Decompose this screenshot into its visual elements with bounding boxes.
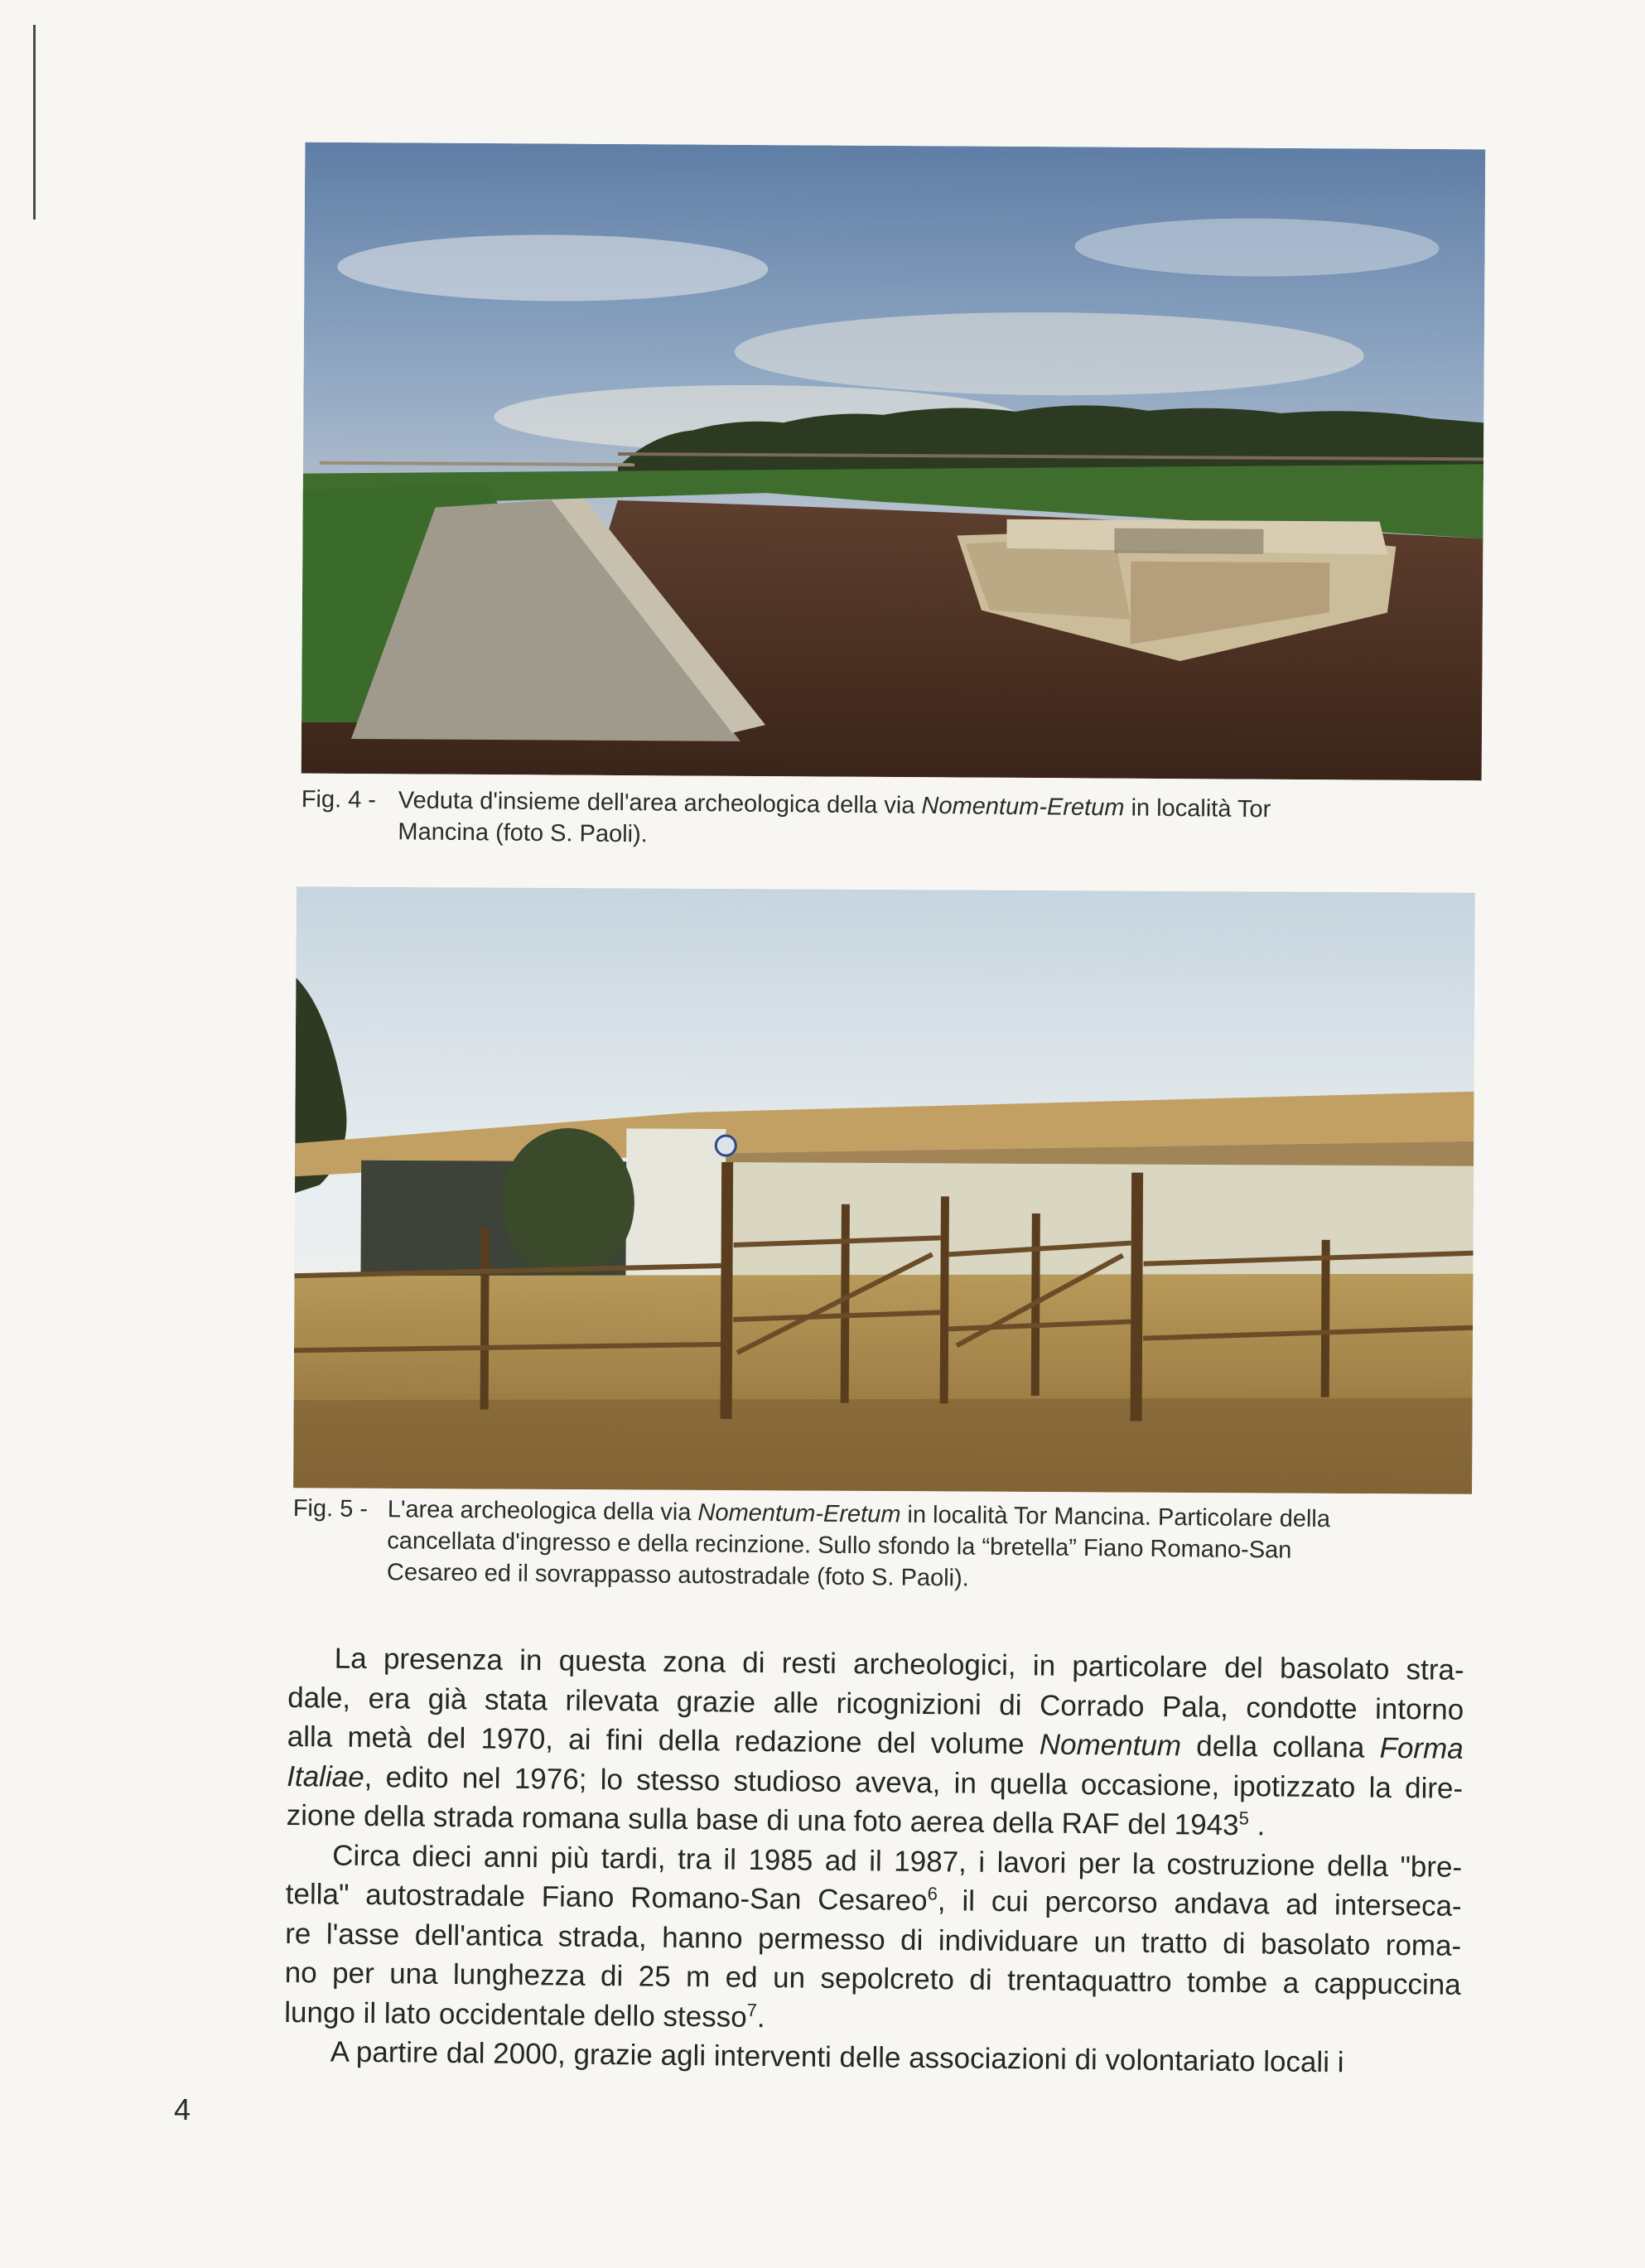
binding-edge-line	[33, 25, 36, 220]
figure-4-caption	[301, 784, 1503, 871]
figure-4-photo	[302, 142, 1486, 781]
figure-4-caption-line-1: Veduta d'insieme dell'area archeologica della via Nomentum-Eretum in località Tor	[398, 787, 1271, 823]
paragraph-1-line-2: dale, era già stata rilevata grazie alle ricognizioni di Corrado Pala, condotte intorno	[287, 1681, 1464, 1726]
photo-archaeological-road	[302, 142, 1486, 781]
paragraph-2-line-5: lungo il lato occidentale dello stesso$^7$.	[284, 1995, 765, 2034]
figure-5-caption-line-3: Cesareo ed il sovrappasso autostradale (foto S. Paoli).	[386, 1559, 969, 1592]
figure-4-caption-line-2: Mancina (foto S. Paoli).	[398, 818, 648, 848]
footnote-ref-6: 6	[927, 1883, 938, 1904]
paragraph-1-line-4: Italiae, edito nel 1976; lo stesso studioso aveva, in quella occasione, ipotizzato la dire-	[287, 1759, 1464, 1805]
paragraph-2-line-3: re l'asse dell'antica strada, hanno permesso di individuare un tratto di basolato roma-	[285, 1917, 1462, 1962]
figure-5-label: Fig. 5 -	[292, 1494, 369, 1522]
footnote-ref-5: 5	[1238, 1807, 1250, 1829]
photo-entrance-gate	[293, 886, 1475, 1494]
figure-4-label: Fig. 4 -	[301, 785, 377, 813]
paragraph-3-line-1: A partire dal 2000, grazie agli interventi delle associazioni di volontariato locali i	[330, 2035, 1344, 2079]
figure-5-caption	[292, 1493, 1494, 1621]
page-number: 4	[174, 2092, 191, 2126]
paragraph-2-line-1: Circa dieci anni più tardi, tra il 1985 ad il 1987, i lavori per la costruzione della "bre-	[332, 1839, 1463, 1884]
paragraph-1-line-3: alla metà del 1970, ai fini della redazione del volume Nomentum della collana Forma	[287, 1720, 1464, 1765]
paragraph-2-line-2: tella" autostradale Fiano Romano-San Cesareo$^6$, il cui percorso andava ad interseca-	[285, 1877, 1462, 1923]
paragraph-2-line-4: no per una lunghezza di 25 m ed un sepolcreto di trentaquattro tombe a cappuccina	[284, 1956, 1461, 2001]
figure-5-photo	[293, 886, 1475, 1494]
figure-5-caption-line-1: L'area archeologica della via Nomentum-Eretum in località Tor Mancina. Particolare della	[387, 1496, 1331, 1533]
figure-5-caption-line-2: cancellata d'ingresso e della recinzione. Sullo sfondo la “bretella” Fiano Romano-San	[387, 1527, 1292, 1564]
footnote-ref-7: 7	[746, 1999, 758, 2020]
paragraph-1-line-5: zione della strada romana sulla base di una foto aerea della RAF del 1943$^5$ .	[286, 1798, 1266, 1842]
body-text	[284, 1638, 1464, 2083]
paragraph-1-line-1: La presenza in questa zona di resti archeologici, in particolare del basolato stra-	[334, 1642, 1464, 1687]
